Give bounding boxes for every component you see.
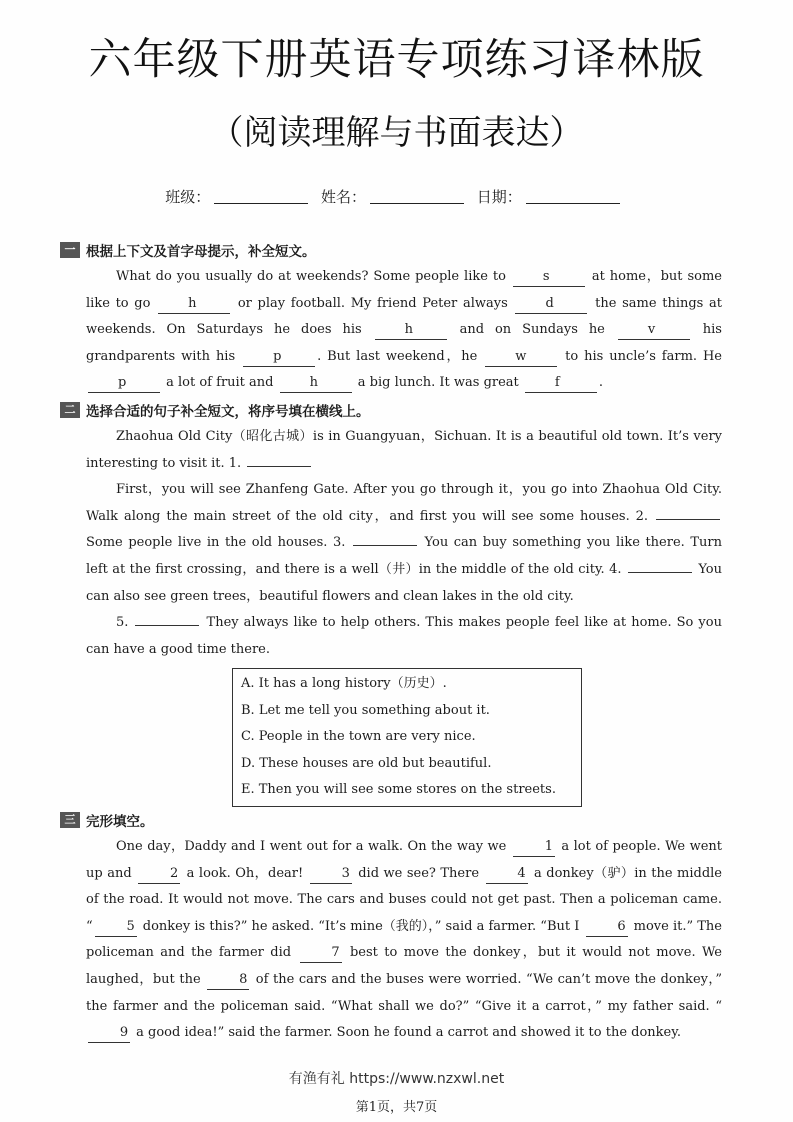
passage-text: a big lunch. It was great (353, 375, 523, 391)
student-info-row (0, 186, 793, 207)
answer-blank-5 (135, 625, 199, 626)
answer-blank-4 (628, 572, 692, 573)
section-1-heading (60, 240, 316, 260)
passage-text: a look. Oh，dear! (182, 865, 308, 881)
passage-text: best to move the donkey，but it would not move. We laughed，but the (86, 945, 722, 987)
passage-text: . But last weekend，he (317, 348, 484, 364)
blank-7: w (485, 348, 557, 367)
passage-text: What do you usually do at weekends? Some people like to (116, 269, 511, 284)
option-a: A. It has a long history（历史）. (241, 676, 447, 691)
passage-text: at home，but some like to go (86, 269, 722, 311)
passage-text: First，you will see Zhanfeng Gate. After you go through it，you go into Zhaohua Old City. Walk along the main street of the old city，and first you will see some houses. 2. (86, 482, 722, 524)
passage-text: a lot of fruit and (162, 375, 278, 391)
section-2-instruction: 选择合适的句子补全短文，将序号填在横线上。 (86, 404, 370, 420)
cloze-blank-1: 1 (513, 838, 555, 857)
section-3-instruction: 完形填空。 (86, 814, 154, 830)
blank-3: d (515, 295, 587, 314)
cloze-blank-3: 3 (310, 865, 352, 884)
passage-text: They always like to help others. This makes people feel like at home. So you can have a good time there. (86, 615, 722, 657)
blank-9: h (280, 374, 352, 393)
blank-1: s (513, 268, 585, 287)
answer-blank-3 (353, 545, 417, 546)
option-e: E. Then you will see some stores on the streets. (241, 782, 556, 798)
blank-8: p (88, 374, 160, 393)
passage-text: or play football. My friend Peter always (232, 295, 514, 311)
name-blank (370, 187, 464, 204)
passage-text: One day，Daddy and I went out for a walk. On the way we (116, 839, 511, 854)
option-d: D. These houses are old but beautiful. (241, 755, 492, 771)
blank-5: v (618, 321, 690, 340)
cloze-blank-2: 2 (138, 865, 180, 884)
section-1-number: 一 (60, 242, 80, 258)
passage-text: Some people live in the old houses. 3. (86, 535, 351, 551)
passage-text: and on Sundays he (448, 322, 616, 338)
passage-text: 5. (116, 615, 134, 631)
blank-10: f (525, 374, 597, 393)
class-label: 班级： (165, 188, 211, 206)
passage-text: the same things at weekends. On Saturdays he does his (86, 295, 723, 338)
section-3-number: 三 (60, 812, 80, 828)
date-label: 日期： (476, 188, 522, 206)
passage-text: a good idea!” said the farmer. Soon he found a carrot and showed it to the donkey. (132, 1025, 681, 1041)
passage-text: You can also see green trees，beautiful flowers and clean lakes in the old city. (86, 561, 722, 604)
passage-text: donkey is this?” he asked. “It’s mine（我的），” said a farmer. “But I (138, 918, 584, 934)
section-1-passage (86, 264, 722, 397)
answer-blank-2 (656, 519, 720, 520)
blank-6: p (243, 348, 315, 367)
cloze-blank-8: 8 (207, 971, 249, 990)
date-blank (526, 187, 620, 204)
passage-text: a lot of people. We went up and (86, 839, 722, 881)
option-b: B. Let me tell you something about it. (241, 702, 490, 718)
passage-text: You can buy something you like there. Turn left at the first crossing，and there is a well（井）in the middle of the old city. 4. (86, 535, 722, 577)
passage-text: . (598, 375, 604, 391)
section-2-number: 二 (60, 402, 80, 418)
name-label: 姓名： (320, 188, 366, 206)
cloze-blank-6: 6 (586, 918, 628, 937)
options-box (232, 668, 582, 807)
section-3-passage (86, 834, 722, 1047)
passage-text: to his uncle’s farm. He (559, 348, 722, 364)
option-c: C. People in the town are very nice. (241, 729, 476, 745)
blank-2: h (158, 295, 230, 314)
cloze-blank-9: 9 (88, 1024, 130, 1043)
page-subtitle: （阅读理解与书面表达） (209, 113, 584, 153)
section-2-passage (86, 424, 722, 663)
passage-text: a donkey（驴）in the middle of the road. It would not move. The cars and buses could not get past. Then a policeman came. “ (86, 865, 722, 934)
page-title: 六年级下册英语专项练习译林版 (88, 35, 705, 85)
passage-text: move it.” The policeman and the farmer did (86, 918, 723, 961)
passage-text: did we see? There (353, 865, 484, 881)
blank-4: h (375, 321, 447, 340)
passage-text: Zhaohua Old City（昭化古城）is in Guangyuan，Sichuan. It is a beautiful old town. It’s very interesting to visit it. 1. (86, 429, 722, 471)
section-2-heading (60, 400, 370, 420)
section-1-instruction: 根据上下文及首字母提示，补全短文。 (86, 244, 316, 260)
answer-blank-1 (247, 466, 311, 467)
cloze-blank-7: 7 (300, 944, 342, 963)
page-number: 第1页，共7页 (355, 1100, 438, 1115)
class-blank (214, 187, 308, 204)
cloze-blank-4: 4 (486, 865, 528, 884)
cloze-blank-5: 5 (95, 918, 137, 937)
watermark-text: 有渔有礼 https://www.nzxwl.net (288, 1071, 505, 1087)
section-3-heading (60, 810, 154, 830)
passage-text: of the cars and the buses were worried. “We can’t move the donkey，” the farmer and the policeman said. “What shall we do?” “Give it a carrot，” my father said. “ (86, 971, 722, 1014)
passage-text: his grandparents with his (86, 322, 722, 364)
